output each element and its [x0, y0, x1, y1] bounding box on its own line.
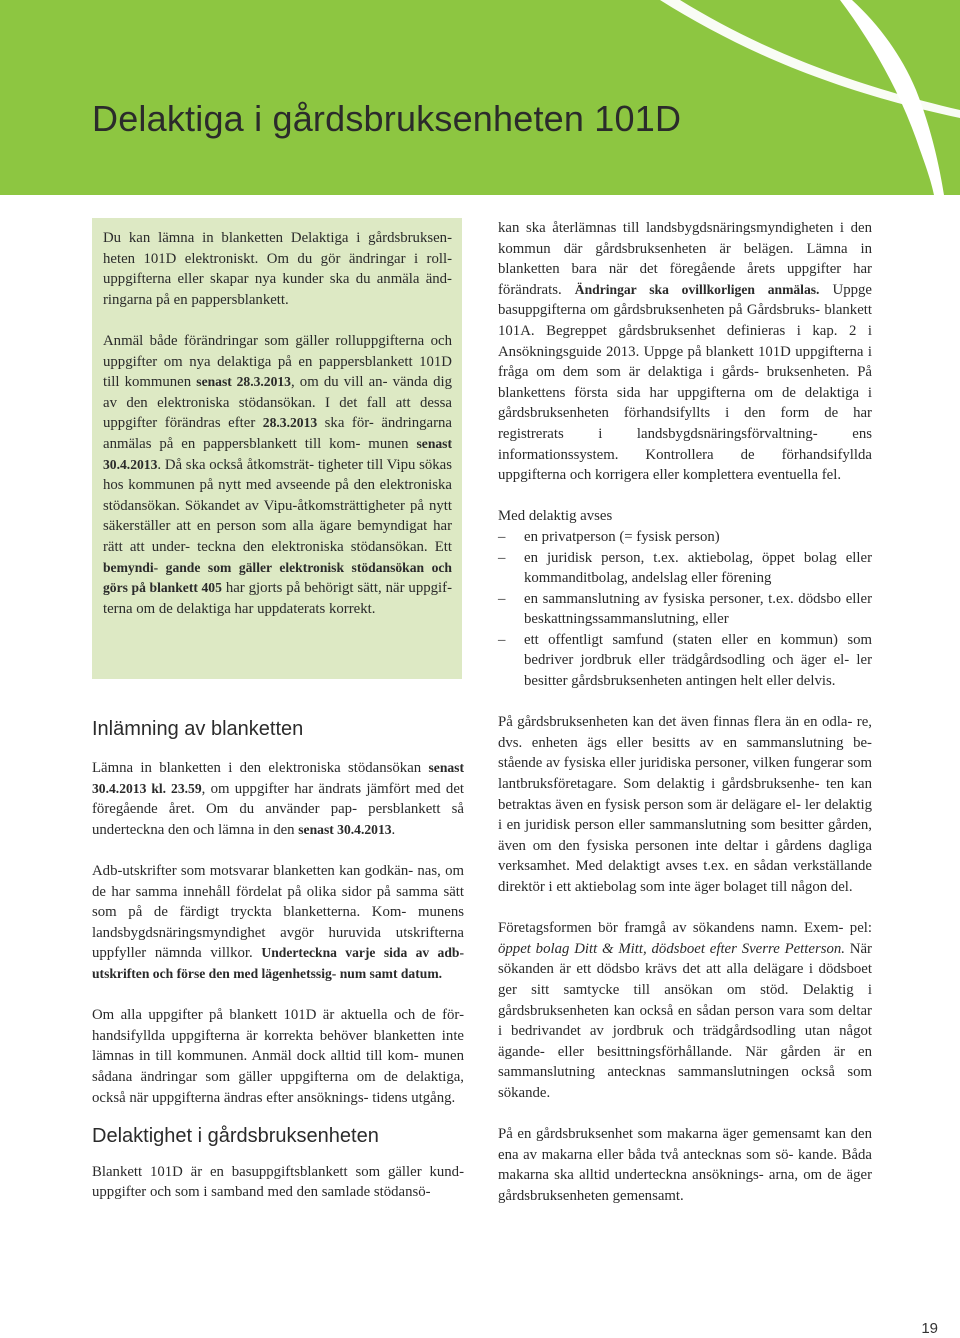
- emphasis-text: Ändringar ska ovillkorligen anmälas.: [574, 281, 820, 297]
- right-column: [498, 218, 872, 1227]
- page-number: 19: [921, 1320, 938, 1337]
- body-text: Uppge basuppgifterna om gårdsbruksenheten på Gårdsbruks- blankett 101A. Begreppet gårdsbruksenhet definieras i kap. 2 i Ansökningsguide 2013. Uppge på blankett 101D uppgifterna i fråga om dem som är delaktiga i gårds- bruksenheten. På blankettens första sida har uppgifterna om de delaktiga i gårdsbruksenheten förhandsifyllts i den form de har registrerats i landsbygdsnäringsförvaltning- ens informationssystem. Kontrollera de förhandsifyllda uppgifterna och korrigera eller komplettera eventuella fel.: [498, 281, 872, 484]
- right-paragraph-3: [498, 918, 872, 1103]
- list-item-text: en juridisk person, t.ex. aktiebolag, öppet bolag eller kommanditbolag, andelslag eller förening: [524, 549, 872, 587]
- dash-icon: –: [498, 590, 506, 607]
- info-text: ska för- ändringarna anmälas på en pappersblankett till kom- munen: [103, 415, 452, 452]
- body-text: .: [391, 821, 396, 838]
- list-item-text: en privatperson (= fysisk person): [524, 528, 720, 545]
- list-item-text: ett offentligt samfund (staten eller en kommun) som bedriver jordbruk eller trädgårdsodling och äger el- ler besitter gårdsbruksenheten antingen helt eller delvis.: [524, 631, 872, 690]
- dash-icon: –: [498, 528, 506, 545]
- emphasis-text: Underteckna varje sida av adb-utskriften och förse den med lägenhetssig- num samt datum.: [92, 945, 465, 981]
- example-text: öppet bolag Ditt & Mitt, dödsboet efter Sverre Petterson.: [498, 940, 845, 957]
- info-paragraph-2: [103, 331, 452, 619]
- info-text: Anmäl både förändringar som gäller rolluppgifterna och uppgifter om nya delaktiga på en pappersblankett 101D till kommunen: [103, 332, 452, 391]
- participation-paragraph-1: Blankett 101D är en basuppgiftsblankett som gäller kund- uppgifter och som i samband med den samlade stödansö-: [92, 1163, 464, 1201]
- right-paragraph-2: På gårdsbruksenheten kan det även finnas flera än en odla- re, dvs. enheten ägs eller besitts av en sammanslutning be- stående av fysiska eller juridiska personer, vilken fungerar som lantbruksföretagare. Som delaktig i gårdsbruksenhe- ten kan betraktas även en fysisk person som är delägare el- ler delaktig i en juridisk person eller sammanslutning som besitter gården, även om den fysiska personen inte deltar i gårdens dagliga verksamhet. Med delaktigt avses t.ex. en sådan verkställande direktör i ett aktiebolag som inte äger bolaget till någon del.: [498, 714, 872, 895]
- section-heading-participation: Delaktighet i gårdsbruksenheten: [92, 1124, 379, 1147]
- list-item: [498, 548, 872, 589]
- body-text: Företagsformen bör framgå av sökandens namn. Exem- pel:: [498, 920, 872, 937]
- list-item: [498, 527, 872, 548]
- info-box: [92, 218, 462, 679]
- info-emphasis: bemyndi- gande som gäller elektronisk stödansökan och görs på blankett 405: [103, 559, 452, 596]
- info-paragraph-1: Du kan lämna in blanketten Delaktiga i gårdsbruksen- heten 101D elektroniskt. Om du gör ändringar i roll- uppgifterna eller skapar nya kunder ska du anmäla änd- ringarna på en pappersblankett.: [103, 230, 452, 308]
- submission-paragraph-3: Om alla uppgifter på blankett 101D är aktuella och de för- handsifyllda uppgifterna är korrekta behöver blanketten inte lämnas in till kommunen. Anmäl dock alltid till kom- munen sådana ändringar som gäller uppgifterna om de delaktiga, också när uppgifterna ändras efter ansöknings- tidens utgång.: [92, 1007, 464, 1106]
- body-text: När sökanden är ett dödsbo krävs det att alla delägare i dödsboet ger sitt samtycke till ansökan om stöd. Delaktig i gårdsbruksenheten kan också en sådan person vara som deltar i bedrivandet av jordbruk och trädgårdsodling utan något ägande- eller besittningsförhållande. När gården är en sammanslutning antecknas sammanslutningen också som sökande.: [498, 940, 872, 1101]
- body-text: , om uppgifter har ändrats jämfört med det föregående året. Om du använder pap- persblankett så underteckna den och lämna in den: [92, 780, 465, 838]
- submission-paragraph-1: [92, 758, 464, 840]
- info-deadline: senast 30.4.2013: [103, 435, 452, 472]
- body-text: kan ska återlämnas till landsbygdsnäringsmyndigheten i den kommun där gårdsbruksenheten är belägen. Lämna in blanketten bara när det föregående årets uppgifter har förändrats.: [498, 220, 872, 298]
- info-text: har gjorts på behörigt sätt, när uppgif- terna om de delaktiga har uppdaterats korrekt.: [103, 580, 452, 617]
- list-item: [498, 630, 872, 692]
- dash-icon: –: [498, 631, 506, 648]
- body-text: Adb-utskrifter som motsvarar blanketten kan godkän- nas, om de har samma innehåll fördelat på olika sidor på samma sätt som på de färdigt tryckta blanketterna. Kom- munens landsbygdsnäringsmyndighet avgör huruvida utskrifterna uppfyller nämnda villkor.: [92, 862, 464, 962]
- info-deadline: 28.3.2013: [262, 415, 318, 431]
- deadline-text: senast 30.4.2013: [298, 821, 392, 837]
- list-item: [498, 589, 872, 630]
- participant-list: [498, 527, 872, 692]
- page-title: Delaktiga i gårdsbruksenheten 101D: [92, 98, 682, 139]
- dash-icon: –: [498, 549, 506, 566]
- right-paragraph-4: På en gårdsbruksenhet som makarna äger gemensamt kan den ena av makarna eller båda två antecknas som sö- kande. Båda makarna ska alltid underteckna ansöknings- arna, om de äger gårdsbruksenheten gemensamt.: [498, 1126, 872, 1204]
- info-text: . Då ska också åtkomsträt- tigheter till Vipu sökas hos kommunen på nytt med avseende på den elektroniska stödansökan. Sökandet av Vipu-åtkomsträttigheter på nytt säkerställer att en person som alla ägare bemyndigat har rätt att under- teckna den elektroniska stödansökan. Ett: [103, 456, 452, 555]
- submission-paragraph-2: [92, 861, 464, 985]
- list-intro: Med delaktig avses: [498, 508, 613, 525]
- header-band: [0, 0, 960, 195]
- body-text: Lämna in blanketten i den elektroniska stödansökan: [92, 760, 429, 776]
- section-heading-submission: Inlämning av blanketten: [92, 718, 304, 740]
- info-text: , om du vill an- vända dig av den elektroniska stödansökan. I det fall att dessa uppgifter förändras efter: [103, 374, 452, 432]
- right-paragraph-1: [498, 218, 872, 486]
- list-item-text: en sammanslutning av fysiska personer, t.ex. dödsbo eller beskattningssammanslutning, eller: [524, 590, 872, 628]
- deadline-text: senast 30.4.2013 kl. 23.59: [92, 760, 464, 796]
- left-column: [92, 718, 464, 1223]
- info-deadline: senast 28.3.2013: [196, 374, 291, 390]
